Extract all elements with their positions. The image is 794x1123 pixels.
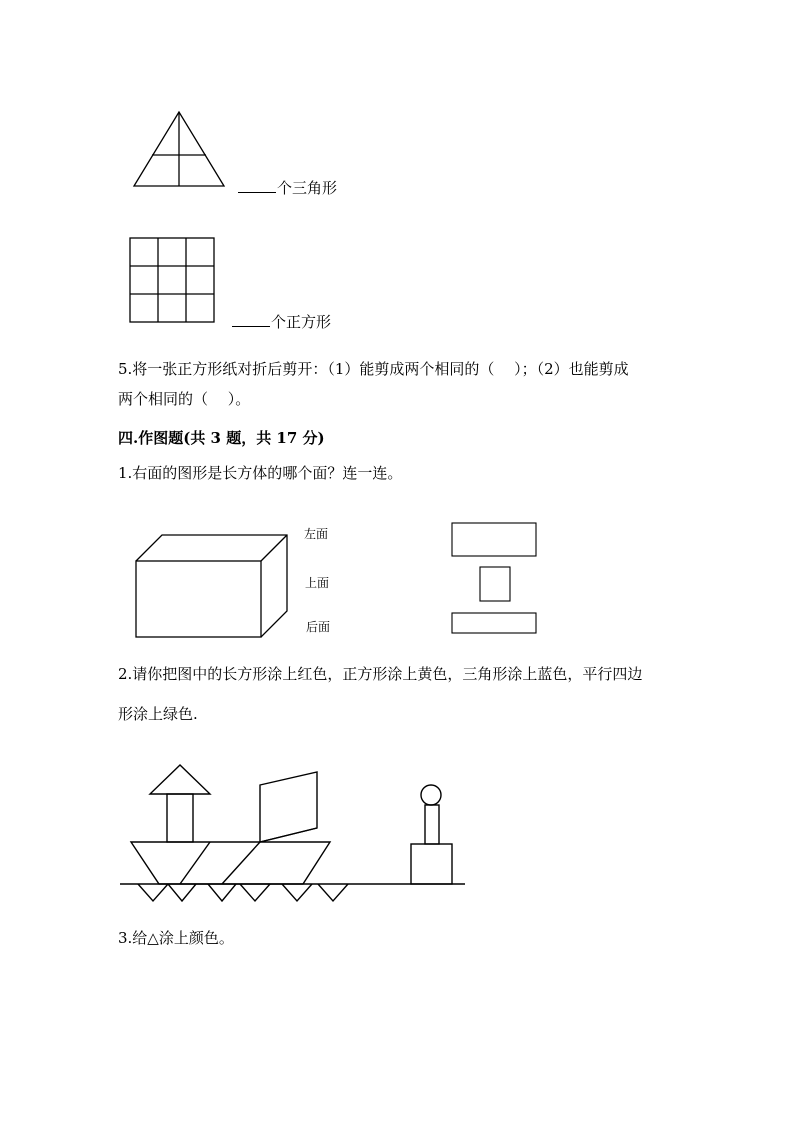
square-count-answer bbox=[232, 312, 331, 332]
answer-blank[interactable] bbox=[238, 178, 276, 193]
triangle-count-suffix: 个三角形 bbox=[277, 179, 338, 197]
drawing-question-1: 1.右面的图形是长方体的哪个面？连一连。 bbox=[118, 464, 403, 482]
square-count-suffix: 个正方形 bbox=[271, 313, 332, 331]
face-small-rectangle bbox=[480, 567, 510, 601]
section-4-title: 四.作图题(共 3 题，共 17 分) bbox=[118, 429, 325, 447]
label-top-face: 上面 bbox=[305, 576, 330, 590]
label-back-face: 后面 bbox=[306, 620, 331, 634]
label-left-face: 左面 bbox=[304, 527, 329, 541]
question-5-line-2: 两个相同的（ ）。 bbox=[118, 390, 251, 408]
face-wide-rectangle bbox=[452, 523, 536, 556]
question-5-line-1: 5.将一张正方形纸对折后剪开：（1）能剪成两个相同的（ ）；（2）也能剪成 bbox=[118, 360, 629, 378]
drawing-question-2-line-2: 形涂上绿色. bbox=[118, 705, 198, 723]
drawing-question-3: 3.给△涂上颜色。 bbox=[118, 929, 234, 947]
drawing-question-2-line-1: 2.请你把图中的长方形涂上红色，正方形涂上黄色，三角形涂上蓝色，平行四边 bbox=[118, 665, 643, 683]
face-thin-rectangle bbox=[452, 613, 536, 633]
answer-blank[interactable] bbox=[232, 312, 270, 327]
triangle-count-answer bbox=[238, 178, 337, 198]
